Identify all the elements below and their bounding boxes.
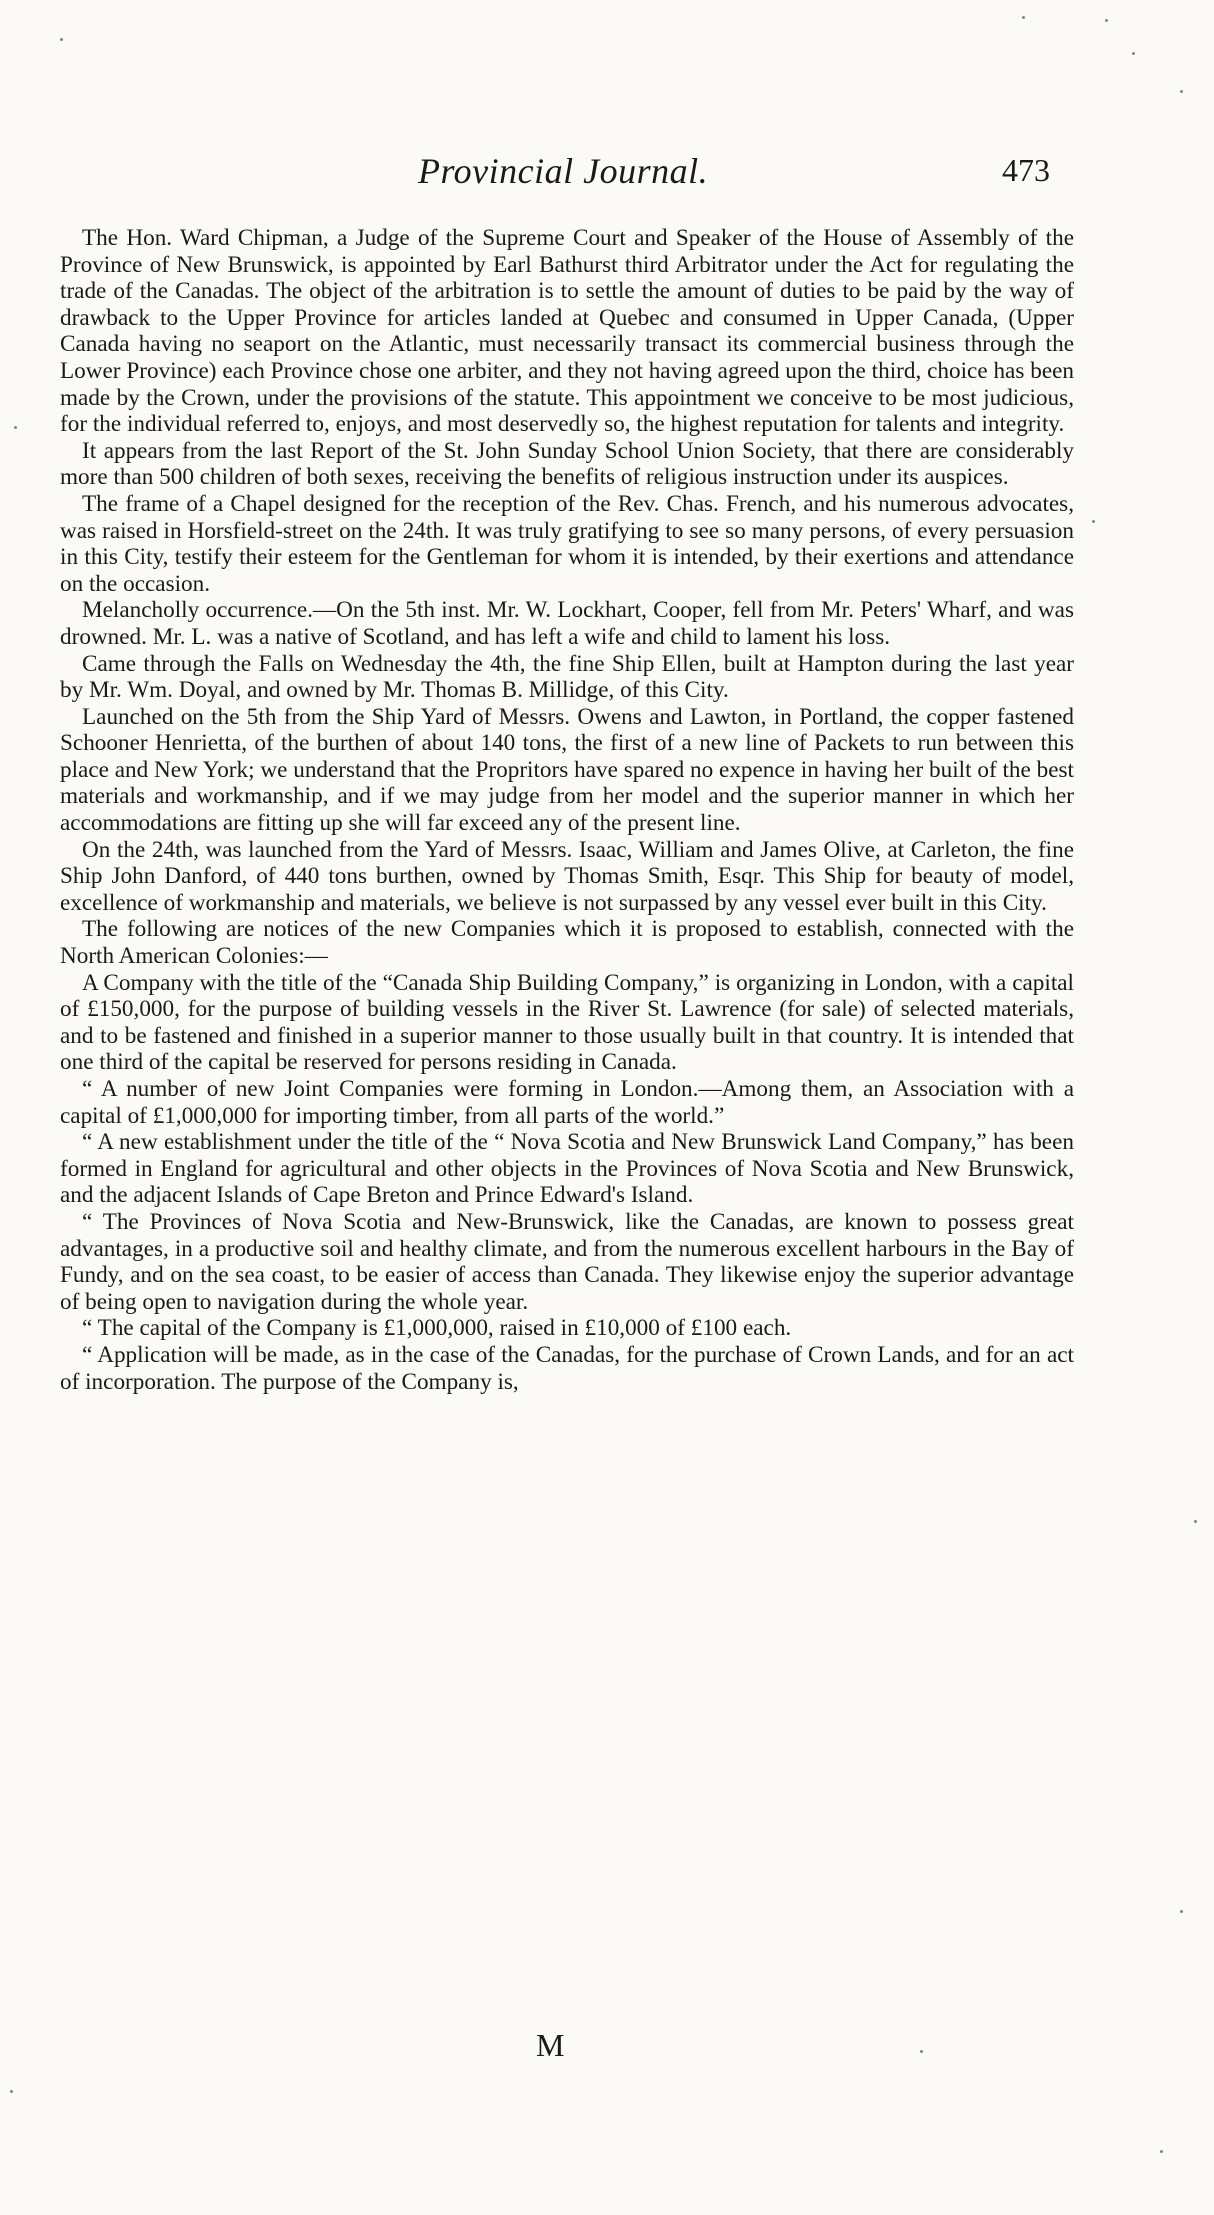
print-speck <box>920 2050 923 2053</box>
paragraph-chipman: The Hon. Ward Chipman, a Judge of the Supreme Court and Speaker of the House of Assembly of the Province of New Brunswick, is appointed by Earl Bathurst third Arbitrator under the Act for regulating the trade of the Canadas. The object of the arbitration is to settle the amount of duties to be paid by the way of drawback to the Upper Province for articles landed at Quebec and consumed in Upper Canada, (Upper Canada having no seaport on the Atlantic, must necessarily transact its commercial business through the Lower Province) each Province chose one arbiter, and they not having agreed upon the third, choice has been made by the Crown, under the provisions of the statute. This appointment we conceive to be most judicious, for the individual referred to, enjoys, and most deservedly so, the highest reputation for talents and integrity. <box>60 225 1074 438</box>
print-speck <box>1092 520 1095 523</box>
paragraph-henrietta: Launched on the 5th from the Ship Yard of Messrs. Owens and Lawton, in Portland, the copper fastened Schooner Henrietta, of the burthen of about 140 tons, the first of a new line of Packets to run between this place and New York; we understand that the Propritors have spared no expence in having her built of the best materials and workmanship, and if we may judge from her model and the superior manner in which her accommodations are fitting up she will far exceed any of the present line. <box>60 703 1074 837</box>
paragraph-provinces: “ The Provinces of Nova Scotia and New-Brunswick, like the Canadas, are known to possess great advantages, in a productive soil and healthy climate, and from the numerous excellent harbours in the Bay of Fundy, and on the sea coast, to be easier of access than Canada. They likewise enjoy the superior advantage of being open to navigation during the whole year. <box>60 1208 1074 1315</box>
print-speck <box>14 426 17 429</box>
paragraph-companies-intro: The following are notices of the new Companies which it is proposed to establish, connected with the North American Colonies:— <box>60 916 1074 970</box>
paragraph-joint-companies: “ A number of new Joint Companies were forming in London.—Among them, an Association with a capital of £1,000,000 for importing timber, from all parts of the world.” <box>60 1076 1074 1129</box>
print-speck <box>1022 16 1025 19</box>
paragraph-canada-ship-building: A Company with the title of the “Canada Ship Building Company,” is organizing in London, with a capital of £150,000, for the purpose of building vessels in the River St. Lawrence (for sale) of selected materials, and to be fastened and finished in a superior manner to those usually built in that country. It is intended that one third of the capital be reserved for persons residing in Canada. <box>60 969 1074 1076</box>
print-speck <box>1180 90 1183 93</box>
running-title: Provincial Journal. <box>418 151 709 191</box>
paragraph-john-danford: On the 24th, was launched from the Yard of Messrs. Isaac, William and James Olive, at Carleton, the fine Ship John Danford, of 440 tons burthen, owned by Thomas Smith, Esqr. This Ship for beauty of model, excellence of workmanship and materials, we believe is not surpassed by any vessel ever built in this City. <box>60 836 1074 916</box>
signature-mark: M <box>536 2027 565 2063</box>
paragraph-chapel: The frame of a Chapel designed for the reception of the Rev. Chas. French, and his numerous advocates, was raised in Horsfield-street on the 24th. It was truly gratifying to see so many persons, of every persuasion in this City, testify their esteem for the Gentleman for whom it is intended, by their exertions and attendance on the occasion. <box>60 490 1074 597</box>
print-speck <box>60 38 63 41</box>
article-body <box>60 225 1074 1395</box>
page-header <box>0 150 1214 200</box>
print-speck <box>1160 2150 1163 2153</box>
paragraph-melancholly: Melancholly occurrence.—On the 5th inst. Mr. W. Lockhart, Cooper, fell from Mr. Peters' Wharf, and was drowned. Mr. L. was a native of Scotland, and has left a wife and child to lament his loss. <box>60 597 1074 650</box>
print-speck <box>1180 1910 1183 1913</box>
paragraph-capital: “ The capital of the Company is £1,000,000, raised in £10,000 of £100 each. <box>82 1315 792 1342</box>
page-number: 473 <box>1002 152 1050 188</box>
print-speck <box>10 2090 13 2093</box>
paragraph-land-company: “ A new establishment under the title of the “ Nova Scotia and New Brunswick Land Company,” has been formed in England for agricultural and other objects in the Provinces of Nova Scotia and New Brunswick, and the adjacent Islands of Cape Breton and Prince Edward's Island. <box>60 1129 1074 1209</box>
paragraph-ship-ellen: Came through the Falls on Wednesday the 4th, the fine Ship Ellen, built at Hampton during the last year by Mr. Wm. Doyal, and owned by Mr. Thomas B. Millidge, of this City. <box>60 650 1074 704</box>
paragraph-sunday-school: It appears from the last Report of the St. John Sunday School Union Society, that there are considerably more than 500 children of both sexes, receiving the benefits of religious instruction under its auspices. <box>60 437 1074 491</box>
paragraph-application: “ Application will be made, as in the case of the Canadas, for the purchase of Crown Lands, and for an act of incorporation. The purpose of the Company is, <box>60 1341 1074 1395</box>
print-speck <box>1194 1520 1197 1523</box>
print-speck <box>1132 52 1135 55</box>
print-speck <box>1105 19 1108 22</box>
